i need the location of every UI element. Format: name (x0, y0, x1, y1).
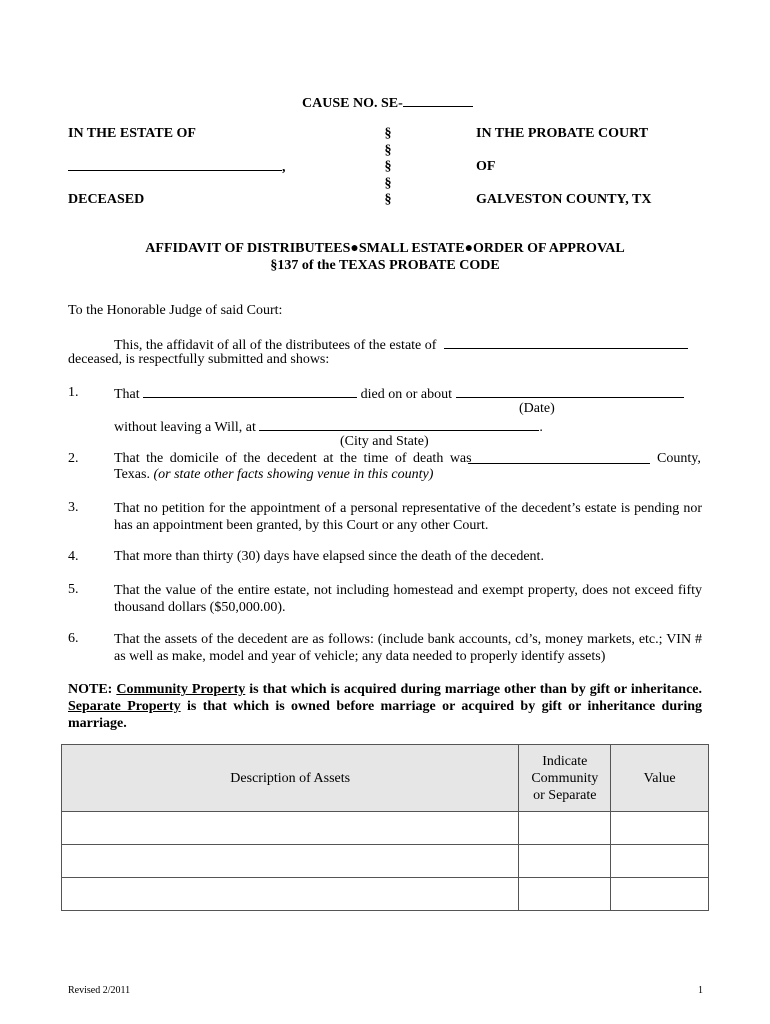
item-2-text: That the domicile of the decedent at the time of death was (114, 451, 472, 466)
city-state-caption: (City and State) (340, 434, 429, 449)
salutation: To the Honorable Judge of said Court: (68, 303, 283, 318)
county-label: GALVESTON COUNTY, TX (476, 192, 652, 207)
section-symbol: § (384, 192, 392, 207)
section-symbol-column (384, 126, 392, 209)
domicile-county-field[interactable] (468, 451, 650, 464)
item-1-died: died on or about (360, 387, 453, 402)
of-label: OF (476, 159, 496, 174)
community-property-term: Community Property (116, 682, 246, 697)
table-row (62, 878, 709, 911)
item-3-text: That no petition for the appointment of a personal representative of the decedent’s estate is pending nor has an appointment been granted, by this Court or any other Court. (114, 501, 702, 533)
item-number: 4. (68, 549, 79, 564)
item-2-line-2 (114, 467, 433, 483)
asset-description-cell[interactable] (62, 812, 519, 845)
separate-property-definition: is that which is owned before marriage or acquired by gift or inheritance during marriage. (68, 699, 702, 731)
comma: , (282, 160, 286, 175)
asset-value-cell[interactable] (611, 812, 709, 845)
document-subtitle: §137 of the TEXAS PROBATE CODE (270, 258, 500, 273)
item-5-text: That the value of the entire estate, not including homestead and exempt property, does not exceed fifty thousand dollars ($50,000.00). (114, 583, 702, 615)
period: . (539, 420, 543, 435)
cause-number-label: CAUSE NO. SE- (302, 96, 403, 111)
city-state-field[interactable] (259, 418, 539, 431)
item-1-that: That (114, 387, 140, 402)
item-6-text: That the assets of the decedent are as follows: (include bank accounts, cd’s, money markets, etc.; VIN # as well as make, model and year of vehicle; any data needed to properly identify assets) (114, 632, 702, 664)
item-2-venue-note: (or state other facts showing venue in this county) (153, 467, 434, 482)
cause-number-field[interactable] (403, 94, 473, 107)
description-header: Description of Assets (62, 745, 519, 812)
deceased-label: DECEASED (68, 192, 145, 207)
asset-description-cell[interactable] (62, 845, 519, 878)
page-number: 1 (698, 985, 703, 996)
separate-property-term: Separate Property (68, 699, 181, 714)
section-symbol: § (384, 175, 392, 191)
date-caption: (Date) (519, 401, 555, 416)
item-1-without: without leaving a Will, at (114, 420, 256, 435)
note-label: NOTE: (68, 682, 113, 697)
table-row (62, 845, 709, 878)
indicate-label: Indicate (542, 753, 588, 769)
date-of-death-field[interactable] (456, 385, 684, 398)
section-symbol: § (384, 126, 392, 141)
property-note (68, 681, 702, 732)
or-separate-label: or Separate (533, 787, 597, 803)
section-symbol: § (384, 142, 392, 158)
item-number: 5. (68, 582, 79, 597)
table-header-row (62, 745, 709, 812)
document-title: AFFIDAVIT OF DISTRIBUTEES●SMALL ESTATE●ORDER OF APPROVAL (145, 241, 625, 256)
decedent-name-line (68, 158, 286, 176)
intro-text: This, the affidavit of all of the distributees of the estate of (114, 338, 437, 353)
decedent-field[interactable] (143, 385, 357, 398)
asset-value-cell[interactable] (611, 878, 709, 911)
item-4-text: That more than thirty (30) days have elapsed since the death of the decedent. (114, 549, 544, 564)
item-2-texas: Texas. (114, 467, 150, 482)
county-suffix: County, (657, 451, 701, 466)
revision-date: Revised 2/2011 (68, 985, 131, 996)
item-1-line (114, 385, 684, 403)
assets-table (61, 744, 709, 911)
asset-type-cell[interactable] (519, 812, 611, 845)
asset-type-cell[interactable] (519, 845, 611, 878)
estate-of-label: IN THE ESTATE OF (68, 126, 196, 141)
item-1-line-2 (114, 418, 543, 436)
cause-number (302, 94, 473, 112)
community-label: Community (531, 770, 599, 786)
item-number: 1. (68, 385, 79, 400)
value-header: Value (611, 745, 709, 812)
decedent-name-field[interactable] (68, 158, 282, 171)
asset-description-cell[interactable] (62, 878, 519, 911)
item-2-line (114, 451, 472, 467)
estate-name-field[interactable] (444, 336, 688, 349)
table-row (62, 812, 709, 845)
asset-type-cell[interactable] (519, 878, 611, 911)
item-number: 2. (68, 451, 79, 466)
section-symbol: § (384, 159, 392, 174)
item-number: 3. (68, 500, 79, 515)
community-property-definition: is that which is acquired during marriage other than by gift or inheritance. (245, 682, 703, 697)
probate-court-label: IN THE PROBATE COURT (476, 126, 649, 141)
asset-value-cell[interactable] (611, 845, 709, 878)
intro-line-2: deceased, is respectfully submitted and shows: (68, 352, 330, 367)
community-separate-header (519, 745, 611, 812)
item-number: 6. (68, 631, 79, 646)
